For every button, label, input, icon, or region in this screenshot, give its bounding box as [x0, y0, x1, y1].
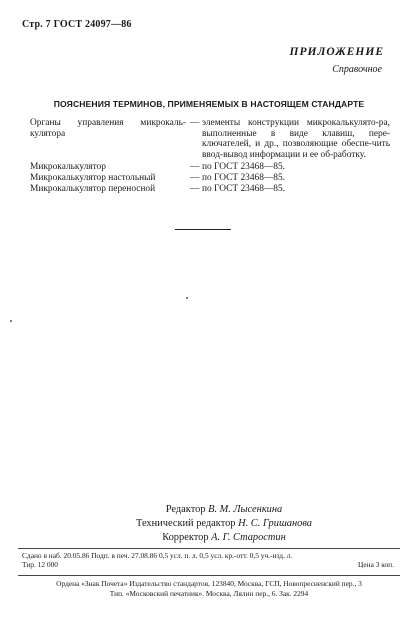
editorial-credits	[0, 503, 418, 545]
term-definition: по ГОСТ 23468—85.	[202, 183, 285, 194]
credit-role: Технический редактор	[136, 518, 236, 529]
term-row	[30, 162, 390, 173]
credit-name: В. М. Лысенкина	[208, 504, 283, 515]
term-name: Микрокалькулятор настольный	[30, 172, 156, 183]
section-title: ПОЯСНЕНИЯ ТЕРМИНОВ, ПРИМЕНЯЕМЫХ В НАСТОЯЩЕМ СТАНДАРТЕ	[53, 99, 365, 109]
section-end-rule	[175, 229, 231, 230]
credit-line	[0, 531, 418, 545]
term-row	[30, 173, 390, 184]
credit-name: А. Г. Старостин	[211, 532, 286, 543]
credit-role: Корректор	[162, 532, 209, 543]
credit-line	[0, 503, 418, 517]
credit-role: Редактор	[165, 504, 206, 515]
term-dash: —	[190, 118, 200, 128]
scan-speck	[186, 297, 188, 299]
imprint-rule-bottom	[18, 575, 400, 576]
credit-line	[0, 517, 418, 531]
term-definition: элементы конструкции микрокалькулято-ра, выполненные в виде клавиш, пере-ключателей, и др., позволяющие обеспе-чить ввод-вывод информации и ее об-работку.	[202, 118, 390, 160]
appendix-subtitle: Справочное	[332, 64, 382, 75]
imprint-rule-top	[18, 548, 400, 549]
page-header: Стр. 7 ГОСТ 24097—86	[22, 19, 132, 30]
term-name: Микрокалькулятор переносной	[30, 183, 156, 194]
print-info	[22, 551, 394, 570]
scan-speck	[10, 320, 12, 322]
print-info-row	[22, 560, 394, 569]
print-info-line: Сдано в наб. 20.05.86 Подп. в печ. 27.08.86 0,5 усл. п. л. 0,5 усл. кр.-отт. 0,5 уч.-изд. л.	[22, 551, 293, 560]
term-name: Микрокалькулятор	[30, 162, 106, 173]
appendix-title: ПРИЛОЖЕНИЕ	[289, 46, 384, 58]
printer-line: Тип. «Московский печатник». Москва, Лялин пер., 6. Зак. 2294	[109, 588, 309, 598]
term-row	[30, 118, 390, 160]
term-dash: —	[190, 172, 200, 183]
publisher-line: Ордена «Знак Почета» Издательство стандартов, 123840, Москва, ГСП, Новопресненский пер., 3	[56, 579, 362, 588]
term-dash: —	[190, 183, 200, 194]
publisher-footer	[18, 579, 400, 599]
term-row	[30, 184, 390, 195]
term-dash: —	[190, 162, 200, 173]
credit-name: Н. С. Гришанова	[238, 518, 312, 529]
terms-list	[30, 118, 390, 194]
print-tirage: Тир. 12 000	[22, 560, 59, 570]
term-definition: по ГОСТ 23468—85.	[202, 172, 285, 183]
term-name: Органы управления микрокаль-кулятора	[30, 118, 186, 139]
print-price: Цена 3 коп.	[358, 560, 394, 570]
term-definition: по ГОСТ 23468—85.	[202, 162, 285, 173]
